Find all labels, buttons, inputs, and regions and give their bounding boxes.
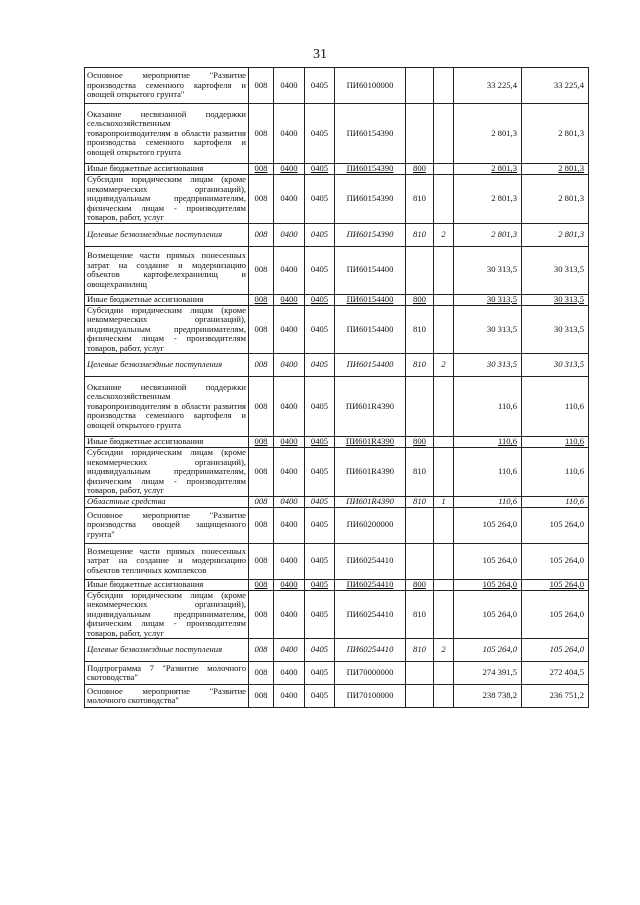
row-name: Целевые безвозмездные поступления	[85, 639, 249, 662]
row-target-code: ПИ60254410	[335, 543, 406, 579]
row-section-code: 0400	[274, 579, 305, 590]
row-name: Целевые безвозмездные поступления	[85, 354, 249, 377]
row-amount-year1: 238 738,2	[454, 685, 522, 708]
row-amount-year1: 30 313,5	[454, 246, 522, 294]
row-amount-year2: 110,6	[522, 377, 589, 437]
table-row	[85, 448, 589, 497]
row-name: Иные бюджетные ассигнования	[85, 437, 249, 448]
row-section-code: 0400	[274, 104, 305, 164]
row-name: Основное мероприятие "Развитие молочного скотоводства"	[85, 685, 249, 708]
table-row	[85, 437, 589, 448]
row-section-code: 0400	[274, 496, 305, 507]
row-ministry-code: 008	[249, 662, 274, 685]
row-section-code: 0400	[274, 68, 305, 104]
row-expense-type: 810	[406, 305, 434, 354]
row-amount-year1: 105 264,0	[454, 543, 522, 579]
row-name: Субсидии юридическим лицам (кроме некоммерческих организаций), индивидуальным предпринимателям, физическим лицам - производителям товаров, работ, услуг	[85, 448, 249, 497]
row-subsection-code: 0405	[305, 104, 335, 164]
row-subsection-code: 0405	[305, 164, 335, 175]
row-amount-year2: 110,6	[522, 496, 589, 507]
row-name: Целевые безвозмездные поступления	[85, 223, 249, 246]
row-subsection-code: 0405	[305, 377, 335, 437]
row-funding-source	[434, 448, 454, 497]
row-amount-year1: 110,6	[454, 377, 522, 437]
table-row	[85, 175, 589, 224]
row-amount-year1: 2 801,3	[454, 104, 522, 164]
row-name: Иные бюджетные ассигнования	[85, 579, 249, 590]
table-row	[85, 294, 589, 305]
row-amount-year2: 105 264,0	[522, 579, 589, 590]
row-subsection-code: 0405	[305, 543, 335, 579]
row-section-code: 0400	[274, 543, 305, 579]
row-amount-year2: 30 313,5	[522, 354, 589, 377]
row-amount-year2: 2 801,3	[522, 175, 589, 224]
row-funding-source	[434, 685, 454, 708]
row-subsection-code: 0405	[305, 662, 335, 685]
page-number: 31	[313, 47, 327, 62]
row-subsection-code: 0405	[305, 246, 335, 294]
table-row	[85, 590, 589, 639]
row-expense-type	[406, 246, 434, 294]
row-section-code: 0400	[274, 437, 305, 448]
row-funding-source	[434, 507, 454, 543]
row-name: Основное мероприятие "Развитие производства семенного картофеля и овощей открытого грунта"	[85, 68, 249, 104]
row-subsection-code: 0405	[305, 175, 335, 224]
row-amount-year2: 105 264,0	[522, 590, 589, 639]
row-funding-source: 2	[434, 223, 454, 246]
row-funding-source	[434, 662, 454, 685]
row-name: Областные средства	[85, 496, 249, 507]
row-ministry-code: 008	[249, 305, 274, 354]
row-target-code: ПИ70100000	[335, 685, 406, 708]
row-target-code: ПИ601R4390	[335, 437, 406, 448]
row-funding-source	[434, 68, 454, 104]
row-target-code: ПИ60154400	[335, 246, 406, 294]
table-row	[85, 543, 589, 579]
row-ministry-code: 008	[249, 448, 274, 497]
row-amount-year1: 105 264,0	[454, 507, 522, 543]
row-target-code: ПИ60154390	[335, 175, 406, 224]
row-expense-type: 810	[406, 448, 434, 497]
table-row	[85, 662, 589, 685]
row-expense-type: 800	[406, 164, 434, 175]
row-ministry-code: 008	[249, 354, 274, 377]
row-amount-year2: 30 313,5	[522, 294, 589, 305]
row-amount-year1: 110,6	[454, 437, 522, 448]
row-name: Возмещение части прямых понесенных затрат на создание и модернизацию объектов картофелехранилищ и овощехранилищ	[85, 246, 249, 294]
row-name: Основное мероприятие "Развитие производства овощей защищенного грунта"	[85, 507, 249, 543]
row-target-code: ПИ60100000	[335, 68, 406, 104]
row-subsection-code: 0405	[305, 590, 335, 639]
row-ministry-code: 008	[249, 223, 274, 246]
row-section-code: 0400	[274, 354, 305, 377]
row-expense-type	[406, 662, 434, 685]
row-ministry-code: 008	[249, 246, 274, 294]
row-amount-year2: 30 313,5	[522, 246, 589, 294]
row-ministry-code: 008	[249, 68, 274, 104]
row-name: Возмещение части прямых понесенных затрат на создание и модернизацию объектов тепличных комплексов	[85, 543, 249, 579]
row-expense-type	[406, 685, 434, 708]
row-name: Субсидии юридическим лицам (кроме некоммерческих организаций), индивидуальным предпринимателям, физическим лицам - производителям товаров, работ, услуг	[85, 305, 249, 354]
row-amount-year1: 33 225,4	[454, 68, 522, 104]
row-funding-source: 2	[434, 639, 454, 662]
row-amount-year1: 105 264,0	[454, 590, 522, 639]
row-funding-source	[434, 104, 454, 164]
row-ministry-code: 008	[249, 164, 274, 175]
row-subsection-code: 0405	[305, 223, 335, 246]
row-ministry-code: 008	[249, 377, 274, 437]
table-row	[85, 507, 589, 543]
budget-table	[84, 67, 589, 708]
row-subsection-code: 0405	[305, 354, 335, 377]
row-expense-type: 810	[406, 590, 434, 639]
row-amount-year1: 274 391,5	[454, 662, 522, 685]
row-target-code: ПИ60154390	[335, 104, 406, 164]
row-amount-year1: 2 801,3	[454, 164, 522, 175]
row-subsection-code: 0405	[305, 68, 335, 104]
row-ministry-code: 008	[249, 496, 274, 507]
row-expense-type: 800	[406, 294, 434, 305]
row-target-code: ПИ60200000	[335, 507, 406, 543]
row-ministry-code: 008	[249, 543, 274, 579]
row-section-code: 0400	[274, 246, 305, 294]
row-amount-year1: 110,6	[454, 496, 522, 507]
row-expense-type: 810	[406, 175, 434, 224]
row-section-code: 0400	[274, 590, 305, 639]
row-subsection-code: 0405	[305, 639, 335, 662]
table-row	[85, 639, 589, 662]
row-expense-type: 810	[406, 223, 434, 246]
table-row	[85, 246, 589, 294]
row-expense-type	[406, 104, 434, 164]
row-section-code: 0400	[274, 164, 305, 175]
row-funding-source: 1	[434, 496, 454, 507]
row-ministry-code: 008	[249, 437, 274, 448]
row-target-code: ПИ60154390	[335, 164, 406, 175]
row-amount-year1: 2 801,3	[454, 175, 522, 224]
row-funding-source	[434, 246, 454, 294]
row-target-code: ПИ601R4390	[335, 377, 406, 437]
row-expense-type	[406, 507, 434, 543]
table-row	[85, 579, 589, 590]
row-target-code: ПИ60254410	[335, 590, 406, 639]
row-amount-year1: 30 313,5	[454, 354, 522, 377]
row-subsection-code: 0405	[305, 496, 335, 507]
row-ministry-code: 008	[249, 579, 274, 590]
table-row	[85, 104, 589, 164]
row-amount-year2: 272 404,5	[522, 662, 589, 685]
row-funding-source	[434, 579, 454, 590]
row-target-code: ПИ60154400	[335, 294, 406, 305]
row-amount-year1: 30 313,5	[454, 305, 522, 354]
table-row	[85, 496, 589, 507]
row-amount-year2: 105 264,0	[522, 543, 589, 579]
row-target-code: ПИ60154390	[335, 223, 406, 246]
row-expense-type: 800	[406, 579, 434, 590]
row-ministry-code: 008	[249, 507, 274, 543]
row-expense-type: 810	[406, 354, 434, 377]
row-subsection-code: 0405	[305, 507, 335, 543]
row-section-code: 0400	[274, 448, 305, 497]
row-section-code: 0400	[274, 305, 305, 354]
row-amount-year2: 30 313,5	[522, 305, 589, 354]
row-amount-year1: 105 264,0	[454, 579, 522, 590]
row-section-code: 0400	[274, 175, 305, 224]
row-ministry-code: 008	[249, 175, 274, 224]
row-amount-year2: 110,6	[522, 448, 589, 497]
row-funding-source: 2	[434, 354, 454, 377]
row-subsection-code: 0405	[305, 448, 335, 497]
row-ministry-code: 008	[249, 104, 274, 164]
row-ministry-code: 008	[249, 639, 274, 662]
row-name: Иные бюджетные ассигнования	[85, 164, 249, 175]
row-amount-year2: 110,6	[522, 437, 589, 448]
table-row	[85, 223, 589, 246]
row-target-code: ПИ601R4390	[335, 448, 406, 497]
row-amount-year2: 105 264,0	[522, 639, 589, 662]
row-ministry-code: 008	[249, 590, 274, 639]
row-amount-year2: 2 801,3	[522, 104, 589, 164]
row-funding-source	[434, 164, 454, 175]
row-section-code: 0400	[274, 662, 305, 685]
table-row	[85, 377, 589, 437]
row-funding-source	[434, 305, 454, 354]
row-expense-type: 810	[406, 639, 434, 662]
table-row	[85, 685, 589, 708]
row-section-code: 0400	[274, 223, 305, 246]
row-amount-year1: 2 801,3	[454, 223, 522, 246]
row-section-code: 0400	[274, 377, 305, 437]
row-amount-year2: 236 751,2	[522, 685, 589, 708]
row-name: Субсидии юридическим лицам (кроме некоммерческих организаций), индивидуальным предпринимателям, физическим лицам - производителям товаров, работ, услуг	[85, 175, 249, 224]
row-expense-type: 800	[406, 437, 434, 448]
row-subsection-code: 0405	[305, 437, 335, 448]
row-funding-source	[434, 175, 454, 224]
row-subsection-code: 0405	[305, 685, 335, 708]
row-section-code: 0400	[274, 639, 305, 662]
row-ministry-code: 008	[249, 685, 274, 708]
row-funding-source	[434, 590, 454, 639]
row-ministry-code: 008	[249, 294, 274, 305]
table-row	[85, 305, 589, 354]
row-target-code: ПИ60254410	[335, 639, 406, 662]
row-name: Иные бюджетные ассигнования	[85, 294, 249, 305]
row-funding-source	[434, 377, 454, 437]
row-amount-year1: 105 264,0	[454, 639, 522, 662]
row-expense-type	[406, 377, 434, 437]
row-amount-year2: 2 801,3	[522, 223, 589, 246]
row-amount-year1: 110,6	[454, 448, 522, 497]
row-subsection-code: 0405	[305, 579, 335, 590]
row-target-code: ПИ60154400	[335, 354, 406, 377]
row-target-code: ПИ70000000	[335, 662, 406, 685]
row-subsection-code: 0405	[305, 294, 335, 305]
table-row	[85, 354, 589, 377]
row-amount-year2: 105 264,0	[522, 507, 589, 543]
row-expense-type	[406, 68, 434, 104]
row-amount-year2: 2 801,3	[522, 164, 589, 175]
row-subsection-code: 0405	[305, 305, 335, 354]
row-expense-type: 810	[406, 496, 434, 507]
row-target-code: ПИ60254410	[335, 579, 406, 590]
row-funding-source	[434, 437, 454, 448]
row-name: Подпрограмма 7 "Развитие молочного скотоводства"	[85, 662, 249, 685]
row-target-code: ПИ60154400	[335, 305, 406, 354]
row-section-code: 0400	[274, 685, 305, 708]
row-target-code: ПИ601R4390	[335, 496, 406, 507]
row-amount-year2: 33 225,4	[522, 68, 589, 104]
row-expense-type	[406, 543, 434, 579]
row-name: Оказание несвязанной поддержки сельскохозяйственным товаропроизводителям в области развития производства семенного картофеля и овощей открытого грунта	[85, 377, 249, 437]
table-row	[85, 68, 589, 104]
row-amount-year1: 30 313,5	[454, 294, 522, 305]
row-funding-source	[434, 543, 454, 579]
row-name: Оказание несвязанной поддержки сельскохозяйственным товаропроизводителям в области развития производства семенного картофеля и овощей открытого грунта	[85, 104, 249, 164]
row-funding-source	[434, 294, 454, 305]
table-row	[85, 164, 589, 175]
row-name: Субсидии юридическим лицам (кроме некоммерческих организаций), индивидуальным предпринимателям, физическим лицам - производителям товаров, работ, услуг	[85, 590, 249, 639]
row-section-code: 0400	[274, 294, 305, 305]
row-section-code: 0400	[274, 507, 305, 543]
